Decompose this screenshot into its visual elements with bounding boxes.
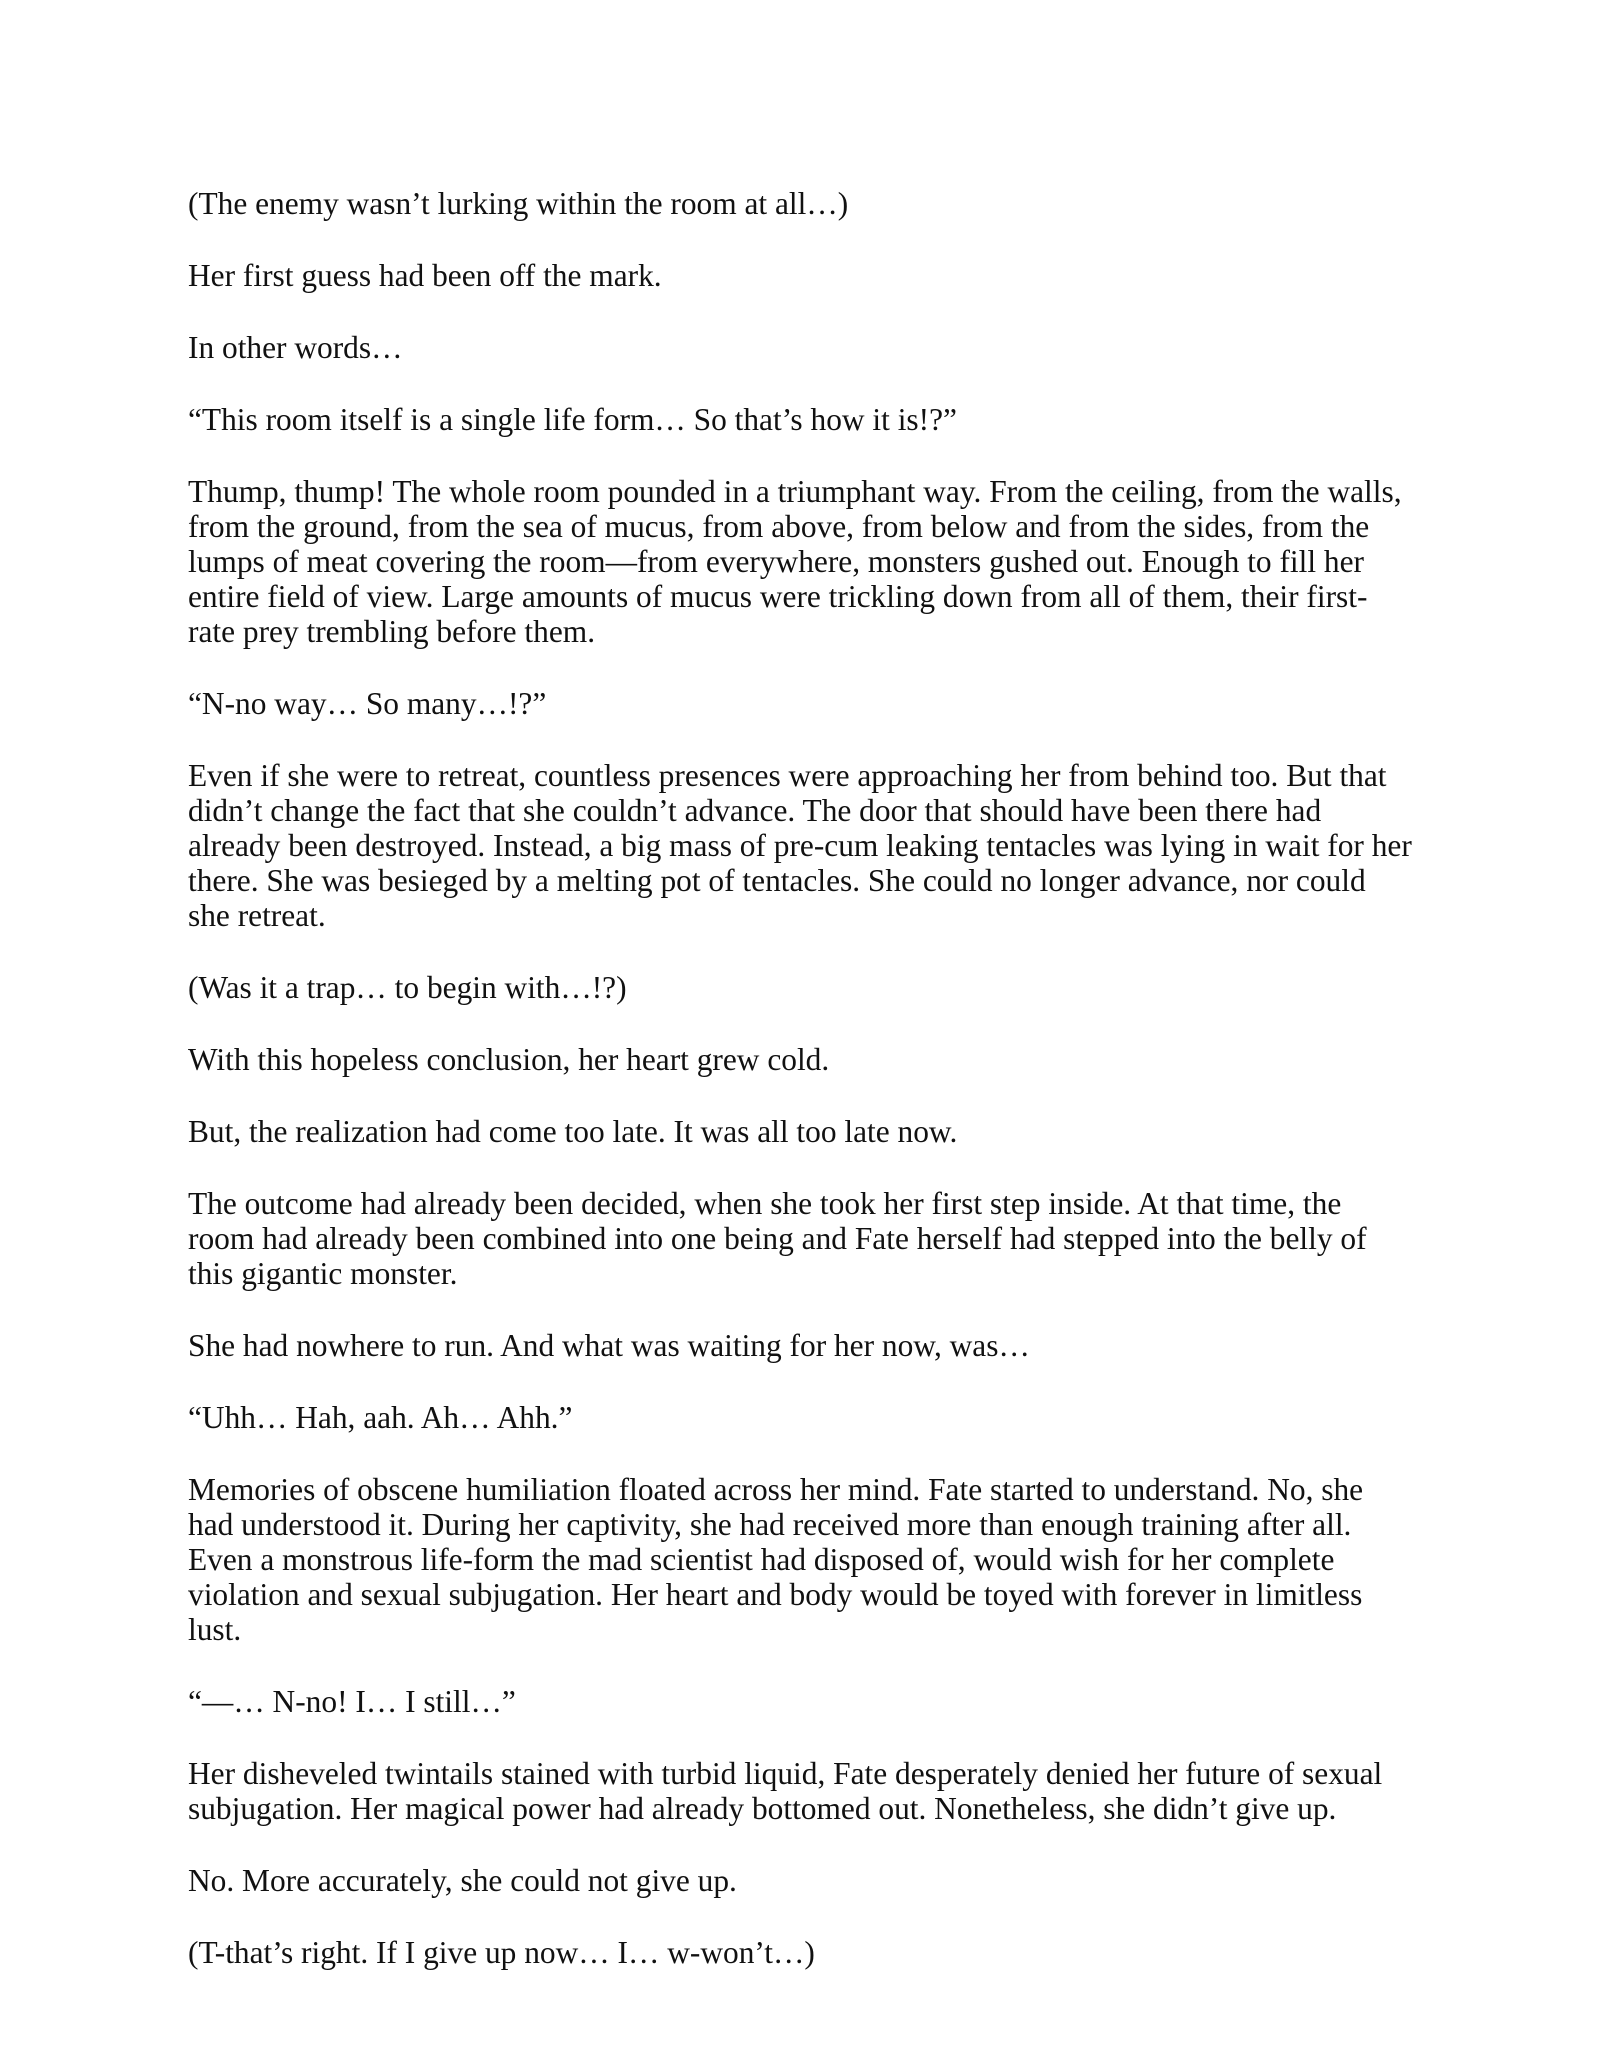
paragraph: Her disheveled twintails stained with turbid liquid, Fate desperately denied her future of sexual subjugation. Her magical power had already bottomed out. Nonetheless, she didn’t give up.: [188, 1756, 1383, 1826]
paragraph: (Was it a trap… to begin with…!?): [188, 970, 627, 1005]
paragraph: Her first guess had been off the mark.: [188, 258, 662, 293]
paragraph: Even if she were to retreat, countless presences were approaching her from behind too. But that didn’t change the fact that she couldn’t advance. The door that should have been there had already been destroyed. Instead, a big mass of pre-cum leaking tentacles was lying in wait for her there. She was besieged by a melting pot of tentacles. She could no longer advance, nor could she retreat.: [188, 758, 1412, 933]
paragraph: (The enemy wasn’t lurking within the room at all…): [188, 186, 849, 221]
paragraph: “—… N-no! I… I still…”: [188, 1684, 516, 1719]
paragraph: The outcome had already been decided, when she took her first step inside. At that time, the room had already been combined into one being and Fate herself had stepped into the belly of this gigantic monster.: [188, 1186, 1367, 1291]
paragraph: No. More accurately, she could not give up.: [188, 1863, 737, 1898]
paragraph: In other words…: [188, 330, 403, 365]
paragraph: “This room itself is a single life form… So that’s how it is!?”: [188, 402, 957, 437]
paragraph: But, the realization had come too late. It was all too late now.: [188, 1114, 958, 1149]
paragraph: “Uhh… Hah, aah. Ah… Ahh.”: [188, 1400, 573, 1435]
paragraph: She had nowhere to run. And what was waiting for her now, was…: [188, 1328, 1030, 1363]
paragraph: Thump, thump! The whole room pounded in a triumphant way. From the ceiling, from the walls, from the ground, from the sea of mucus, from above, from below and from the sides, from the lumps of meat covering the room—from everywhere, monsters gushed out. Enough to fill her entire field of view. Large amounts of mucus were trickling down from all of them, their first-rate prey trembling before them.: [188, 474, 1402, 649]
paragraph: “N-no way… So many…!?”: [188, 686, 547, 721]
paragraph: Memories of obscene humiliation floated across her mind. Fate started to understand. No, she had understood it. During her captivity, she had received more than enough training after all. Even a monstrous life-form the mad scientist had disposed of, would wish for her complete violation and sexual subjugation. Her heart and body would be toyed with forever in limitless lust.: [188, 1472, 1364, 1647]
paragraph: With this hopeless conclusion, her heart grew cold.: [188, 1042, 830, 1077]
paragraph: (T-that’s right. If I give up now… I… w-won’t…): [188, 1935, 815, 1970]
